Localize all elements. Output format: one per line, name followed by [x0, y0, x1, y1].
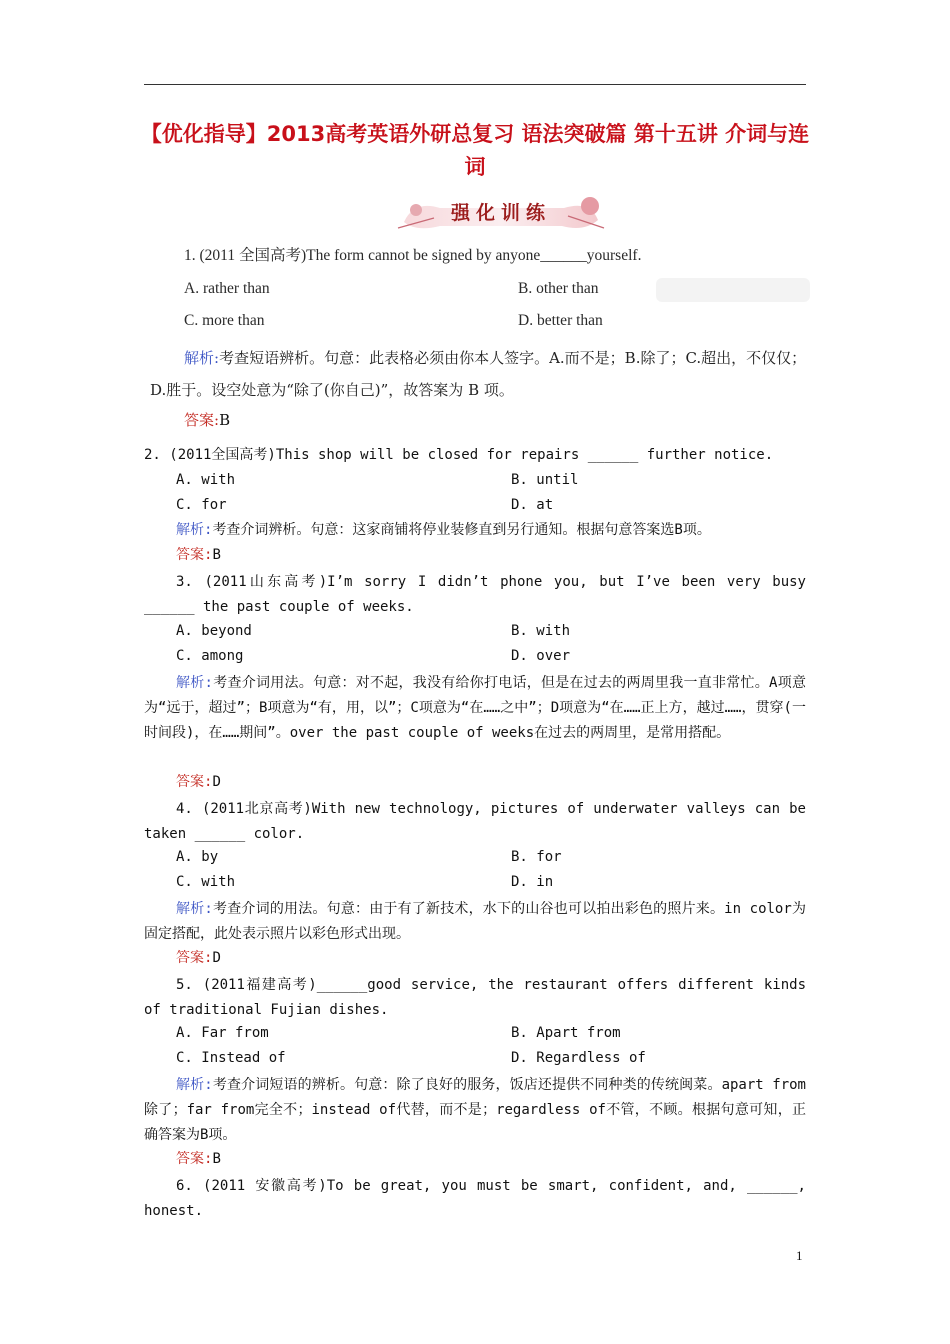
- question-5-option-d: D. Regardless of: [511, 1050, 646, 1066]
- question-5-stem: 5. (2011福建高考)______good service, the restaurant offers different kinds of traditional Fujian dishes.: [144, 977, 806, 1018]
- watermark-icon: [654, 268, 812, 312]
- question-5-answer: [176, 1149, 221, 1169]
- question-2-option-b: B. until: [511, 472, 579, 488]
- question-3-option-b: B. with: [511, 623, 571, 639]
- question-4-stem: 4. (2011北京高考)With new technology, pictures of underwater valleys can be taken ______ color.: [144, 801, 806, 842]
- analysis-text: 考查介词用法。句意：对不起，我没有给你打电话，但是在过去的两周里我一直非常忙。A项意为“远于，超过”；B项意为“有，用，以”；C项意为“在……之中”；D项意为“在……正上方，越过……，贯穿(一时间段)，在……期间”。over the past couple of weeks在过去的两周里，是常用搭配。: [144, 675, 806, 741]
- analysis-text: 考查介词短语的辨析。句意：除了良好的服务，饭店还提供不同种类的传统闽菜。apart from除了；far from完全不；instead of代替，而不是；regardless of不管，不顾。根据句意可知，正确答案为B项。: [144, 1077, 806, 1143]
- document-title: 【优化指导】2013高考英语外研总复习 语法突破篇 第十五讲 介词与连词: [140, 122, 810, 179]
- question-2-stem: 2. (2011全国高考)This shop will be closed for repairs ______ further notice.: [144, 447, 774, 463]
- question-3-option-a: A. beyond: [176, 623, 252, 639]
- question-5-option-c: C. Instead of: [176, 1050, 286, 1066]
- question-2-option-d: D. at: [511, 497, 554, 513]
- question-1-option-c: C. more than: [184, 312, 265, 329]
- question-2-option-a: A. with: [176, 472, 236, 488]
- answer-label: 答案:: [176, 547, 213, 563]
- question-6-stem: 6. (2011 安徽高考)To be great, you must be smart, confident, and, ______, honest.: [144, 1178, 806, 1219]
- question-3-stem: 3. (2011山东高考)I’m sorry I didn’t phone you, but I’ve been very busy ______ the past couple of weeks.: [144, 574, 806, 615]
- analysis-text: 考查介词辨析。句意：这家商铺将停业装修直到另行通知。根据句意答案选B项。: [212, 522, 711, 538]
- analysis-label: 解析:: [176, 1077, 213, 1093]
- answer-label: 答案:: [184, 411, 220, 429]
- analysis-label: 解析:: [176, 522, 213, 538]
- question-4-option-d: D. in: [511, 874, 554, 890]
- answer-value: B: [212, 1151, 221, 1167]
- analysis-text: 考查短语辨析。句意：此表格必须由你本人签字。A.而不是；B.除了；C.超出，不仅仅；D.胜于。设空处意为“除了(你自己)”，故答案为 B 项。: [150, 349, 807, 399]
- answer-value: B: [219, 411, 231, 429]
- question-4-option-a: A. by: [176, 849, 219, 865]
- question-5-option-b: B. Apart from: [511, 1025, 621, 1041]
- question-1-answer: [184, 410, 230, 430]
- question-1-option-d: D. better than: [518, 312, 603, 329]
- question-1-stem: 1. (2011 全国高考)The form cannot be signed by anyone______yourself.: [184, 247, 642, 264]
- answer-label: 答案:: [176, 774, 213, 790]
- question-5-option-a: A. Far from: [176, 1025, 269, 1041]
- question-1-option-b: B. other than: [518, 280, 599, 297]
- page-number: 1: [796, 1248, 803, 1263]
- question-1-analysis: [150, 342, 808, 406]
- header-rule: [144, 84, 806, 85]
- question-3-option-d: D. over: [511, 648, 571, 664]
- question-4-option-b: B. for: [511, 849, 562, 865]
- question-2-analysis: [176, 520, 711, 540]
- question-2-answer: [176, 545, 221, 565]
- question-3-analysis: [144, 671, 806, 746]
- question-4-answer: [176, 948, 221, 968]
- question-4-option-c: C. with: [176, 874, 236, 890]
- question-3-answer: [176, 772, 221, 792]
- training-banner: [394, 192, 608, 234]
- banner-title: 强化训练: [450, 202, 551, 224]
- question-1-option-a: A. rather than: [184, 280, 270, 297]
- analysis-label: 解析:: [176, 675, 213, 691]
- question-2-option-c: C. for: [176, 497, 227, 513]
- analysis-label: 解析:: [176, 901, 213, 917]
- answer-value: D: [212, 774, 221, 790]
- analysis-label: 解析:: [184, 349, 220, 367]
- answer-label: 答案:: [176, 950, 213, 966]
- question-5-analysis: [144, 1073, 806, 1148]
- answer-value: B: [212, 547, 221, 563]
- question-4-analysis: [144, 897, 806, 947]
- question-3-option-c: C. among: [176, 648, 244, 664]
- answer-value: D: [212, 950, 221, 966]
- answer-label: 答案:: [176, 1151, 213, 1167]
- analysis-text: 考查介词的用法。句意：由于有了新技术，水下的山谷也可以拍出彩色的照片来。in color为固定搭配，此处表示照片以彩色形式出现。: [144, 901, 806, 942]
